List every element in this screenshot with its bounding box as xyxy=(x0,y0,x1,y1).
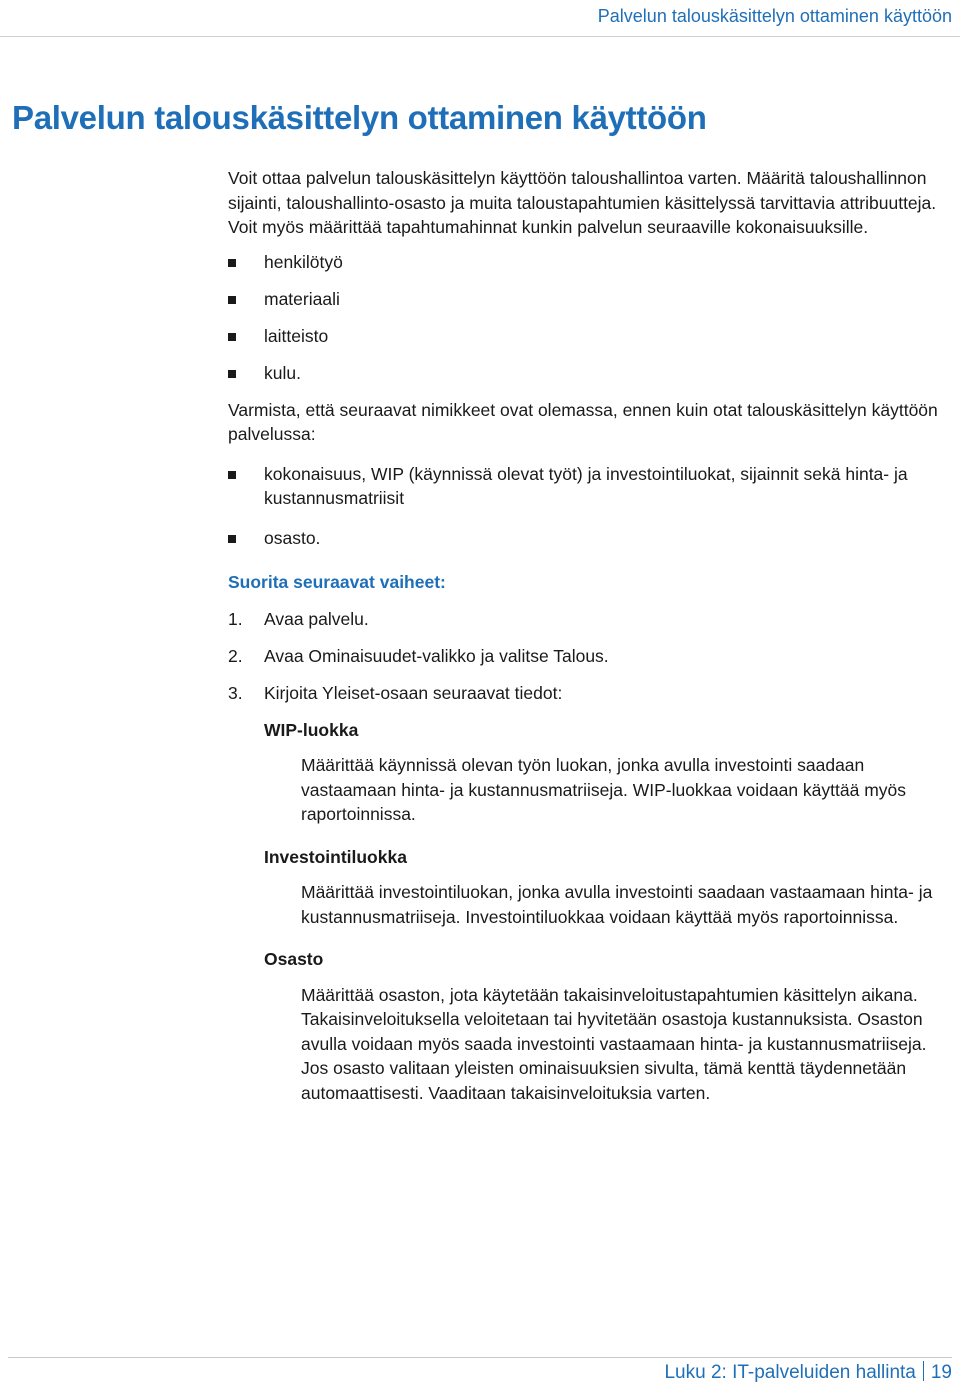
list-item: kulu. xyxy=(228,361,944,386)
field-term: Investointiluokka xyxy=(264,846,407,867)
field-description: Määrittää osaston, jota käytetään takaisinveloitustapahtumien käsittelyn aikana. Takaisinveloituksella veloitetaan tai hyvitetään osastoja kustannuksista. Osaston avulla voidaan myös saada investointi vastaamaan hinta- ja kustannusmatriiseja. Jos osasto valitaan yleisten ominaisuuksien sivulta, tämä kenttä täydennetään automaattisesti. Vaaditaan takaisinveloituksia varten. xyxy=(301,984,927,1103)
list-item: osasto. xyxy=(228,526,944,551)
page-number: 19 xyxy=(930,1362,952,1383)
list-item: henkilötyö xyxy=(228,250,944,275)
steps-list xyxy=(228,607,944,706)
step-item: 3. Kirjoita Yleiset-osaan seuraavat tiedot: xyxy=(228,682,563,703)
page-title: Palvelun talouskäsittelyn ottaminen käyttöön xyxy=(12,99,707,136)
chapter-label: Luku 2: IT-palveluiden hallinta xyxy=(664,1362,916,1383)
field-definitions xyxy=(264,718,944,1106)
field-term: WIP-luokka xyxy=(264,719,359,740)
square-bullet-icon xyxy=(228,535,236,543)
square-bullet-icon xyxy=(228,333,236,341)
square-bullet-icon xyxy=(228,370,236,378)
square-bullet-icon xyxy=(228,296,236,304)
square-bullet-icon xyxy=(228,471,236,479)
step-item: 1. Avaa palvelu. xyxy=(228,608,369,629)
intro-paragraph: Voit ottaa palvelun talouskäsittelyn käyttöön taloushallintoa varten. Määritä taloushallinnon sijainti, taloushallinto-osasto ja muita taloustapahtumien käsittelyssä tarvittavia attribuutteja. Voit myös määrittää tapahtumahinnat kunkin palvelun seuraaville kokonaisuuksille. xyxy=(228,168,937,237)
main-content xyxy=(228,166,944,1105)
list-item: kokonaisuus, WIP (käynnissä olevat työt) ja investointiluokat, sijainnit sekä hinta- ja kustannusmatriisit xyxy=(228,462,944,511)
page-footer xyxy=(664,1361,952,1384)
prerequisite-paragraph: Varmista, että seuraavat nimikkeet ovat olemassa, ennen kuin otat talouskäsittelyn käyttöön palvelussa: xyxy=(228,399,938,444)
running-header: Palvelun talouskäsittelyn ottaminen käyttöön xyxy=(597,6,952,26)
field-term: Osasto xyxy=(264,949,324,969)
step-item: 2. Avaa Ominaisuudet-valikko ja valitse Talous. xyxy=(228,645,609,666)
field-description: Määrittää investointiluokan, jonka avulla investointi saadaan vastaamaan hinta- ja kustannusmatriiseja. Investointiluokkaa voidaan käyttää myös raportoinnissa. xyxy=(301,882,933,927)
field-description: Määrittää käynnissä olevan työn luokan, jonka avulla investointi saadaan vastaamaan hinta- ja kustannusmatriiseja. WIP-luokkaa voidaan käyttää myös raportoinnissa. xyxy=(301,755,907,824)
list-item: laitteisto xyxy=(228,324,944,349)
header-divider xyxy=(0,36,960,37)
footer-separator xyxy=(923,1361,924,1381)
square-bullet-icon xyxy=(228,259,236,267)
prerequisite-list xyxy=(228,462,944,551)
entity-list xyxy=(228,250,944,386)
steps-heading: Suorita seuraavat vaiheet: xyxy=(228,572,446,592)
list-item: materiaali xyxy=(228,287,944,312)
footer-divider xyxy=(8,1357,952,1358)
